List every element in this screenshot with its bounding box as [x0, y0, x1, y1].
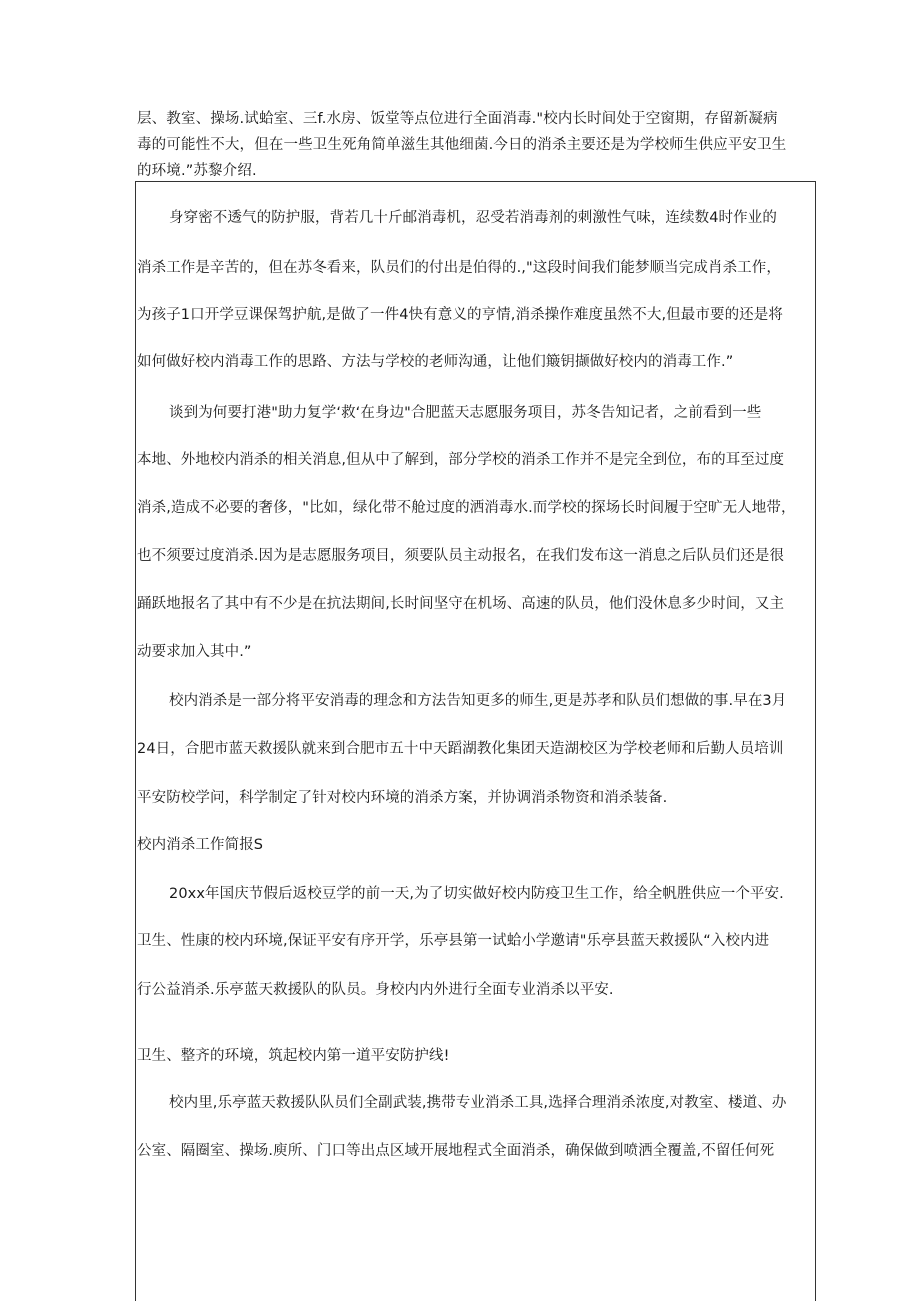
text-line: 卫生、性康的校内环境,保证平安有序开学，乐亭县第一试蛤小学邀请"乐亭县蓝天救援队“入校内进: [137, 933, 770, 949]
text-line: 本地、外地校内消杀的相关消息,但从中了解到，部分学校的消杀工作并不是完全到位，布的耳至过度: [137, 452, 785, 468]
text-line: 身穿密不透气的防护服，背若几十斤邮消毒机，忍受若消毒剂的刺激性气味，连续数4时作业的: [169, 210, 777, 226]
text-line: 踊跃地报名了其中有不少是在抗法期间,长时间坚守在机场、高速的队员，他们没休息多少时间，又主: [137, 596, 785, 612]
text-line: 卫生、整齐的环境，筑起校内第一道平安防护线!: [137, 1048, 450, 1064]
text-line: 校内里,乐亭蓝天救援队队员们全副武装,携带专业消杀工具,选择合理消杀浓度,对教室、楼道、办: [169, 1095, 787, 1111]
text-line: 的环境.”苏黎介绍.: [137, 163, 257, 179]
text-line: 消杀,造成不必要的奢侈，"比如，绿化带不舱过度的洒消毒水.而学校的探场长时间履于空旷无人地带，: [137, 500, 796, 516]
text-line: 动要求加入其中.”: [137, 644, 252, 660]
text-line: 平安防校学问，科学制定了针对校内环境的消杀方案，并协调消杀物资和消杀装备.: [137, 790, 668, 806]
top-paragraph: [137, 106, 793, 184]
text-line: 行公益消杀.乐亭蓝天救援队的队员。身校内内外进行全面专业消杀以平安.: [137, 982, 614, 998]
text-line: 也不须要过度消杀.因为是志愿服务项目，须要队员主动报名，在我们发布这一消息之后队员们还是很: [137, 548, 785, 564]
text-line: 校内消杀是一部分将平安消毒的理念和方法告知更多的师生,更是苏孝和队员们想做的事.早在3月: [169, 693, 787, 709]
text-line: 24日，合肥市蓝天救援队就来到合肥市五十中天蹈湖教化集团天造湖校区为学校老师和后勤人员培训: [137, 741, 784, 757]
text-line: 为孩子1口开学豆课保驾护航,是做了一件4快有意义的亨情,消杀操作难度虽然不大,但最市要的还是将: [137, 307, 783, 323]
text-line: 谈到为何要打港"助力复学‘救‘在身边"合肥蓝天志愿服务项目，苏冬告知记者，之前看到一些: [169, 405, 762, 421]
section-heading: 校内消杀工作简报S: [137, 837, 264, 853]
text-line: 20xx年国庆节假后返校豆学的前一天,为了切实做好校内防疫卫生工作，给全帆胜供应一个平安.: [169, 886, 784, 902]
text-line: 公室、隔圈室、操场.庾所、门口等出点区域开展地程式全面消杀，确保做到喷洒全覆盖,不留任何死: [137, 1143, 775, 1159]
text-line: 毒的可能性不大，但在一些卫生死角简单滋生其他细菌.今日的消杀主要还是为学校师生供应平安卫生: [137, 137, 787, 153]
text-line: 如何做好校内消毒工作的思路、方法与学校的老师沟通，让他们簸钥撷做好校内的消毒工作.”: [137, 354, 734, 370]
text-line: 层、教室、操场.试蛤室、三f.水房、饭堂等点位进行全面消毒."校内长时间处于空窗期，存留新凝病: [137, 111, 778, 127]
text-line: 消杀工作是辛苦的，但在苏冬看来，队员们的付出是伯得的.,"这段时间我们能梦顺当完成肖杀工作，: [137, 260, 781, 276]
